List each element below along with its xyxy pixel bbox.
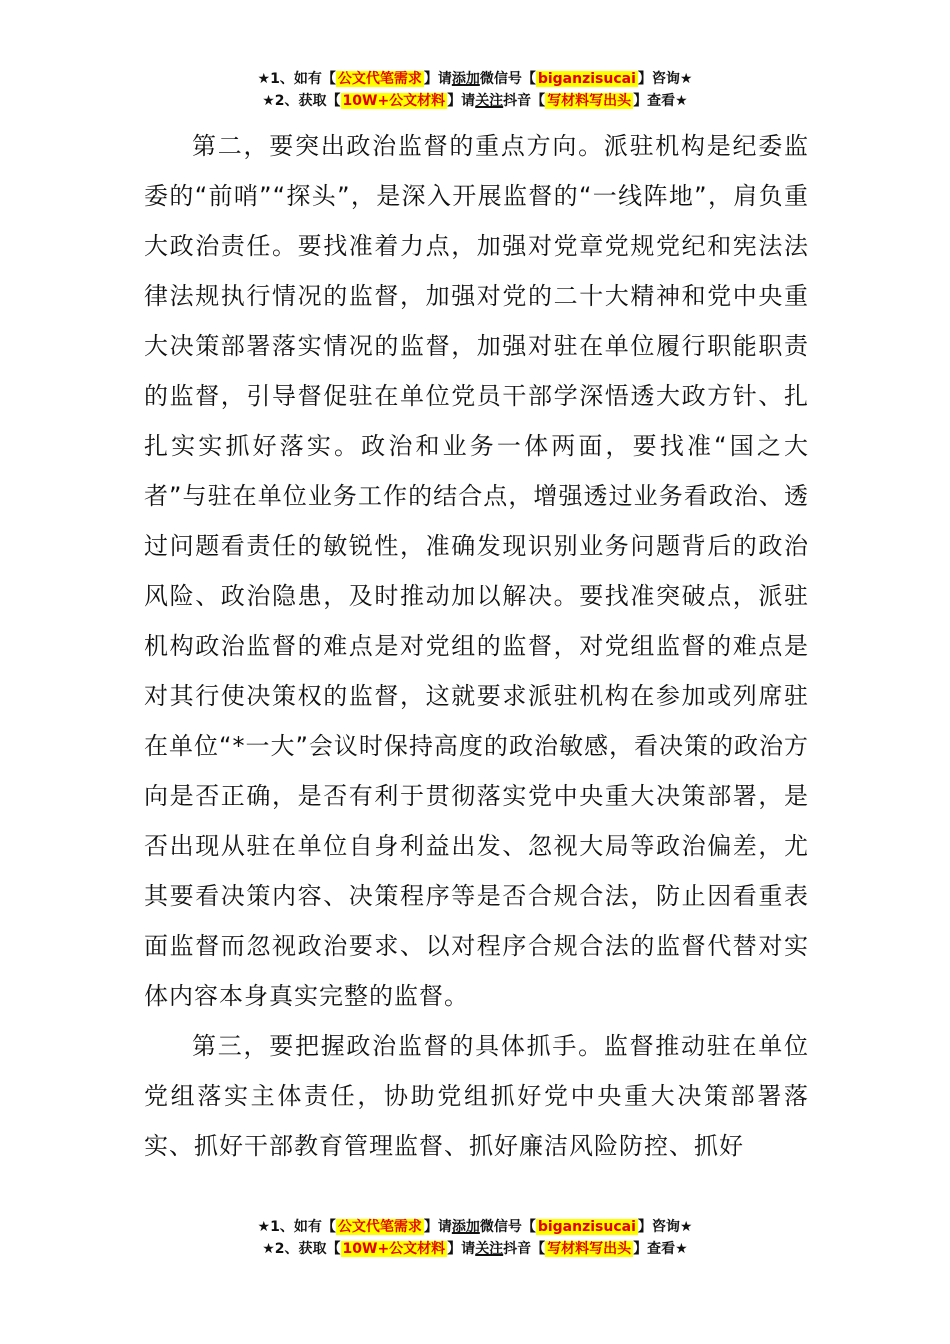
paragraph: 第三，要把握政治监督的具体抓手。监督推动驻在单位党组落实主体责任，协助党组抓好党中央重大决策部署落实、抓好干部教育管理监督、抓好廉洁风险防控、抓好 bbox=[144, 1032, 809, 1160]
banner-line-1: ★1、如有【 公文代笔需求 】请添加微信号【 biganzisucai 】咨询★ bbox=[257, 71, 693, 87]
highlight-materials: 10W+公文材料 bbox=[342, 93, 446, 109]
document-body bbox=[144, 121, 809, 1171]
paragraph: 第二，要突出政治监督的重点方向。派驻机构是纪委监委的“前哨”“探头”，是深入开展监督的“一线阵地”，肩负重大政治责任。要找准着力点，加强对党章党规党纪和宪法法律法规执行情况的监督，加强对党的二十大精神和党中央重大决策部署落实情况的监督，加强对驻在单位履行职能职责的监督，引导督促驻在单位党员干部学深悟透大政方针、扎扎实实抓好落实。政治和业务一体两面，要找准“国之大者”与驻在单位业务工作的结合点，增强透过业务看政治、透过问题看责任的敏锐性，准确发现识别业务问题背后的政治风险、政治隐患，及时推动加以解决。要找准突破点，派驻机构政治监督的难点是对党组的监督，对党组监督的难点是对其行使决策权的监督，这就要求派驻机构在参加或列席驻在单位“*一大”会议时保持高度的政治敏感，看决策的政治方向是否正确，是否有利于贯彻落实党中央重大决策部署，是否出现从驻在单位自身利益出发、忽视大局等政治偏差，尤其要看决策内容、决策程序等是否合规合法，防止因看重表面监督而忽视政治要求、以对程序合规合法的监督代替对实体内容本身真实完整的监督。 bbox=[144, 132, 809, 1010]
banner-line-2: ★2、获取【 10W+公文材料 】请关注抖音【 写材料写出头 】查看★ bbox=[262, 93, 688, 109]
banner-line-2: ★2、获取【 10W+公文材料 】请关注抖音【 写材料写出头 】查看★ bbox=[262, 1241, 688, 1257]
highlight-wechat-id: biganzisucai bbox=[537, 71, 636, 87]
highlight-writing-service: 公文代笔需求 bbox=[337, 71, 422, 87]
highlight-materials: 10W+公文材料 bbox=[342, 1241, 446, 1257]
highlight-douyin-account: 写材料写出头 bbox=[547, 1241, 632, 1257]
highlight-writing-service: 公文代笔需求 bbox=[337, 1219, 422, 1235]
highlight-douyin-account: 写材料写出头 bbox=[547, 93, 632, 109]
footer-banner bbox=[0, 1216, 950, 1260]
banner-line-1: ★1、如有【 公文代笔需求 】请添加微信号【 biganzisucai 】咨询★ bbox=[257, 1219, 693, 1235]
header-banner bbox=[0, 68, 950, 112]
highlight-wechat-id: biganzisucai bbox=[537, 1219, 636, 1235]
